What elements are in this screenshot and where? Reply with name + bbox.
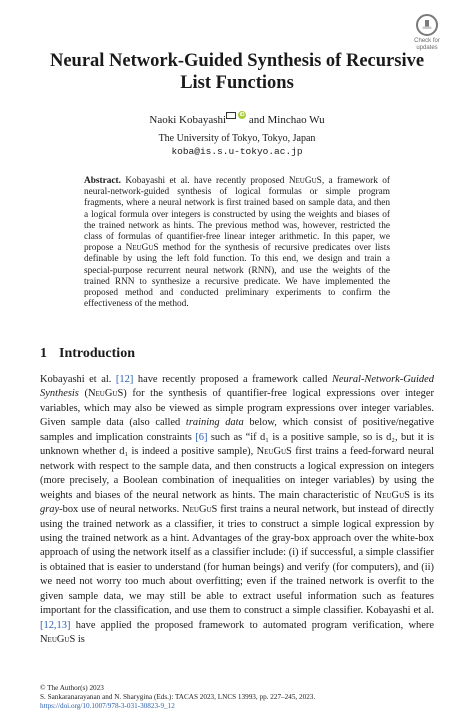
citation-link[interactable]: [6] [195, 431, 208, 443]
abstract: Abstract. Kobayashi et al. have recently proposed NeuGuS, a framework of neural-network-guided synthesis of logical formulas or simple program fragments, where a neural network is first trained based on sample data, and then a logical formula over integers is constructed by using the weights and biases of the trained network as hints. The previous method was, however, restricted the class of formulas of quantifier-free linear integer arithmetic. In this paper, we propose a NeuGuS method for the synthesis of recursive predicates over lists definable by using the left fold function. To this end, we design and train a special-purpose recurrent neural network (RNN), and use the weights of the trained RNN to synthesize a recursive predicate. We have implemented the proposed method and conducted preliminary experiments to confirm the effectiveness of the method. [84, 176, 390, 310]
introduction-paragraph: Kobayashi et al. [12] have recently proposed a framework called Neural-Network-Guided Synthesis (NeuGuS) for the synthesis of quantifier-free logical expressions over integer variables, which may also be viewed as simple program expressions over integer variables. Given sample data (also called training data below, which consist of positive/negative samples and implication constraints [6] such as “if d₁ is a positive sample, so is d₂, but it is unknown whether d₁ is indeed a positive sample), NeuGuS first trains a feed-forward neural network with respect to the sample data, and then constructs a logical expression on integers (more precisely, a Boolean combination of inequalities on integer variables) by using the weights and biases of the neural network as hints. The main characteristic of NeuGuS is its gray-box use of neural networks. NeuGuS first trains a neural network, but instead of directly using the trained network as a classifier, it tries to construct a simple logical expression by using the trained network as a hint. Advantages of the gray-box approach over the white-box approach of using the network itself as a classifier include: (i) if successful, a simple classifier is obtained that is easier to understand (for human beings) and verify (for computers), and (ii) we need not worry too much about overfitting; even if the trained network is overfit to the given sample data, we may still be able to extract useful information such as features important for the classification, and use them to construct a simple classifier. Kobayashi et al. [12,13] have applied the proposed framework to automated program verification, where NeuGuS is [40, 374, 434, 646]
institution: The University of Tokyo, Tokyo, Japan [158, 133, 316, 144]
citation-link[interactable]: [12,13] [40, 619, 71, 631]
author-name: Naoki Kobayashi [149, 114, 227, 127]
check-for-updates-icon [416, 14, 438, 36]
envelope-icon[interactable] [226, 112, 236, 119]
section-heading [40, 346, 135, 362]
author-list [40, 111, 434, 127]
check-for-updates-label: Check for updates [414, 38, 440, 51]
abstract-label: Abstract. [84, 176, 121, 186]
author-connector: and [248, 114, 265, 127]
neugus-name: NeuGuS [125, 243, 159, 254]
section-title: Introduction [59, 346, 135, 361]
neugus-name: NeuGuS [288, 176, 322, 186]
footer-notes [40, 684, 434, 710]
citation-link[interactable]: [12] [115, 374, 134, 385]
check-for-updates-badge[interactable] [402, 14, 452, 52]
paper-title [40, 50, 434, 94]
author-name: Minchao Wu [267, 114, 325, 127]
section-number: 1 [40, 346, 47, 361]
doi-link[interactable]: https://doi.org/10.1007/978-3-031-30823-9_12 [40, 701, 175, 710]
copyright-line: © The Author(s) 2023 [40, 684, 104, 692]
title-line-1: Neural Network-Guided Synthesis of Recursive [49, 51, 425, 71]
affiliation [40, 133, 434, 158]
author-email[interactable]: koba@is.s.u-tokyo.ac.jp [171, 145, 303, 157]
editors-line: S. Sankaranarayanan and N. Sharygina (Eds.): TACAS 2023, LNCS 13993, pp. 227–245, 2023. [40, 692, 316, 701]
title-line-2: List Functions [180, 73, 294, 93]
orcid-icon[interactable]: iD [239, 112, 245, 118]
